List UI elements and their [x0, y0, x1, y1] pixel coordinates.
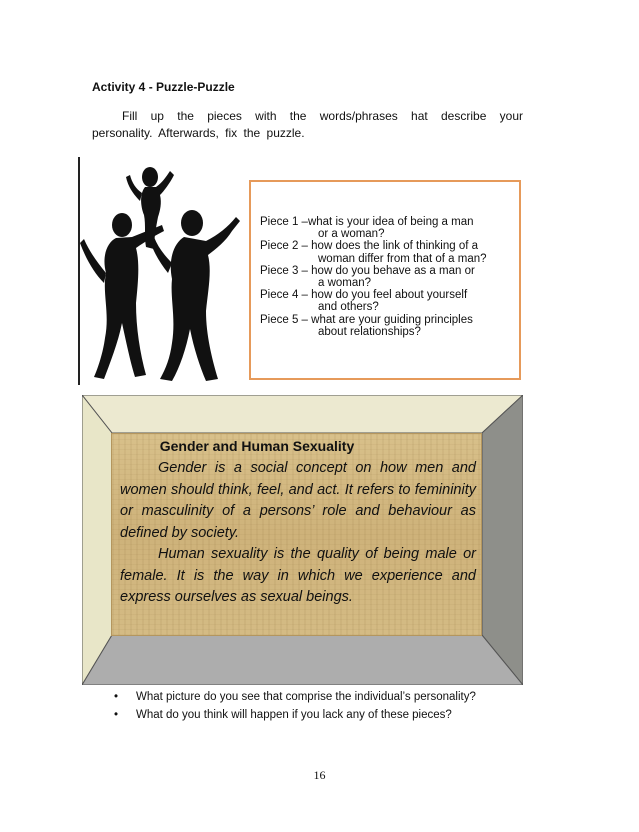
list-item [260, 289, 515, 313]
list-item [114, 688, 476, 706]
piece-text-continued: and others? [318, 301, 379, 314]
piece-label: Piece 2 – [260, 240, 312, 253]
page-number: 16 [313, 768, 326, 782]
piece-text: how does the link of thinking of a [311, 240, 479, 253]
people-celebrating-silhouette-icon [80, 163, 252, 385]
bullet-icon: • [114, 691, 119, 703]
list-item [260, 265, 515, 289]
piece-label: Piece 3 – [260, 264, 312, 277]
piece-label: Piece 1 – [260, 216, 308, 228]
concept-panel [111, 433, 482, 636]
bullet-icon: • [114, 709, 119, 721]
piece-label: Piece 4 – [260, 289, 312, 302]
activity-title: Activity 4 - Puzzle-Puzzle [92, 80, 235, 94]
question-text: What picture do you see that comprise the individual’s personality? [136, 691, 476, 703]
question-text: What do you think will happen if you lack any of these pieces? [136, 709, 452, 721]
list-item [114, 706, 476, 724]
piece-text: how do you behave as a man or [311, 264, 475, 277]
piece-text: what are your guiding principles [311, 313, 473, 326]
piece-text-continued: woman differ from that of a man? [318, 252, 487, 265]
gender-definition: Gender is a social concept on how men and women should think, feel, and act. It refers to femininity or masculinity of a persons’ role and behaviour as defined by society. [120, 460, 476, 541]
list-item [260, 216, 515, 240]
activity-instructions: Fill up the pieces with the words/phrases hat describe your personality. Afterwards, fix the puzzle. [92, 109, 523, 140]
piece-text-continued: or a woman? [318, 228, 385, 241]
question-list [114, 688, 476, 724]
sexuality-definition: Human sexuality is the quality of being male or female. It is the way in which we experience and express ourselves as sexual beings. [120, 546, 476, 605]
piece-questions-box [249, 180, 521, 380]
piece-text-continued: a woman? [318, 277, 372, 290]
piece-text: what is your idea of being a man [307, 216, 474, 228]
piece-list [260, 216, 515, 338]
list-item [260, 314, 515, 338]
piece-text-continued: about relationships? [318, 325, 421, 338]
list-item [260, 240, 515, 264]
piece-text: how do you feel about yourself [311, 289, 468, 302]
piece-label: Piece 5 – [260, 313, 312, 326]
concept-title: Gender and Human Sexuality [159, 438, 355, 454]
